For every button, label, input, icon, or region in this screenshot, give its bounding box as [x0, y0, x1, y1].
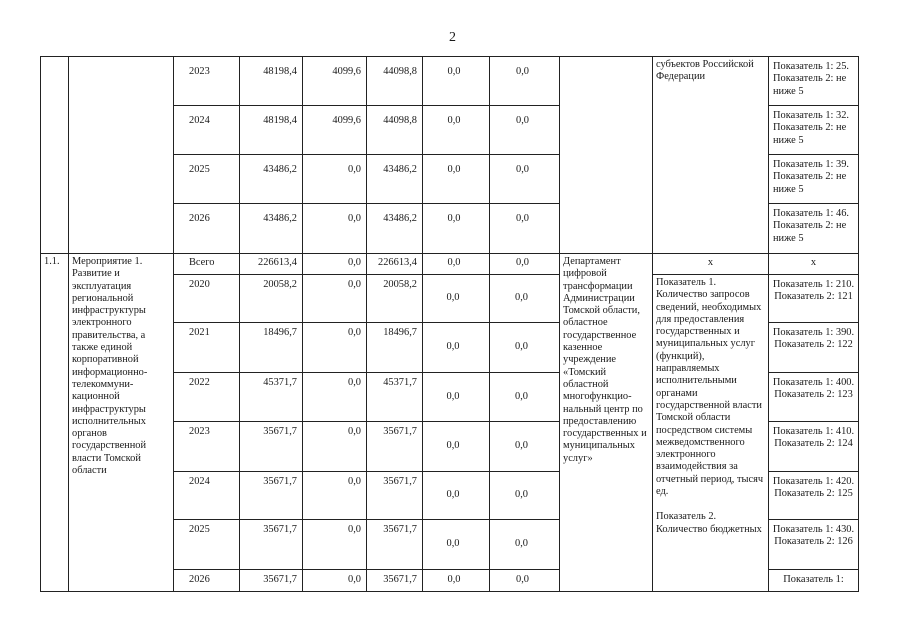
year-cell: 2024	[174, 472, 240, 520]
year-cell: Всего	[174, 254, 240, 275]
amount-cell: 0,0	[423, 472, 490, 520]
indicator-value-cell	[769, 520, 859, 570]
indicator-value-cell: Показатель 1: 25. Показатель 2: не ниже 5	[769, 57, 859, 106]
amount-cell: 18496,7	[367, 323, 423, 373]
amount-cell: 43486,2	[367, 204, 423, 254]
amount-cell: 35671,7	[367, 472, 423, 520]
amount-cell: 45371,7	[367, 373, 423, 422]
table-row	[41, 254, 859, 275]
indicator-1-value: Показатель 1:	[783, 574, 844, 585]
amount-cell: 0,0	[490, 204, 560, 254]
amount-cell: 0,0	[490, 254, 560, 275]
year-cell: 2026	[174, 570, 240, 592]
amount-cell: 44098,8	[367, 57, 423, 106]
year-cell: 2023	[174, 57, 240, 106]
indicator-1-value: Показатель 1: 410.	[772, 426, 855, 437]
amount-cell: 0,0	[490, 373, 560, 422]
indicator-value-cell: х	[769, 254, 859, 275]
year-cell: 2020	[174, 275, 240, 323]
amount-cell: 35671,7	[367, 520, 423, 570]
amount-cell: 0,0	[490, 275, 560, 323]
amount-cell: 0,0	[490, 323, 560, 373]
indicator-2-value: Показатель 2: 122	[774, 339, 853, 351]
indicator-value-cell	[769, 373, 859, 422]
amount-cell: 0,0	[303, 155, 367, 204]
total-cell: 18496,7	[240, 323, 303, 373]
year-cell: 2024	[174, 106, 240, 155]
measure-name-cell	[69, 57, 174, 254]
amount-cell: 0,0	[303, 204, 367, 254]
total-cell: 35671,7	[240, 520, 303, 570]
amount-cell: 0,0	[303, 570, 367, 592]
indicator-value-cell	[769, 323, 859, 373]
amount-cell: 0,0	[303, 254, 367, 275]
amount-cell: 0,0	[423, 275, 490, 323]
amount-cell: 0,0	[490, 155, 560, 204]
indicator-1-value: Показатель 1: 210.	[772, 279, 855, 290]
amount-cell: 35671,7	[367, 422, 423, 472]
amount-cell: 0,0	[490, 57, 560, 106]
amount-cell: 0,0	[423, 520, 490, 570]
indicator-value-cell	[769, 422, 859, 472]
amount-cell: 0,0	[490, 106, 560, 155]
budget-table	[40, 56, 859, 592]
total-cell: 48198,4	[240, 57, 303, 106]
total-cell: 48198,4	[240, 106, 303, 155]
amount-cell: 0,0	[303, 422, 367, 472]
amount-cell: 0,0	[303, 275, 367, 323]
amount-cell: 0,0	[490, 570, 560, 592]
indicator-value-cell: Показатель 1: 46. Показатель 2: не ниже 5	[769, 204, 859, 254]
total-cell: 43486,2	[240, 155, 303, 204]
indicator-2-value: Показатель 2: 124	[774, 438, 853, 450]
amount-cell: 35671,7	[367, 570, 423, 592]
total-cell: 35671,7	[240, 422, 303, 472]
executor-cell: Департамент цифровой трансформации Администрации Томской области, областное государственное казенное учреждение «Томский областной многофункцио-нальный центр по предоставлению государственных и муниципальных услуг»	[560, 254, 653, 592]
indicator-2-value: Показатель 2: 121	[774, 291, 853, 303]
measure-number-cell: 1.1.	[41, 254, 69, 592]
indicator-value-cell	[769, 570, 859, 592]
total-cell: 35671,7	[240, 472, 303, 520]
table-row	[41, 57, 859, 106]
indicator-value-cell: Показатель 1: 32. Показатель 2: не ниже 5	[769, 106, 859, 155]
amount-cell: 0,0	[423, 254, 490, 275]
amount-cell: 0,0	[423, 373, 490, 422]
amount-cell: 0,0	[303, 373, 367, 422]
amount-cell: 0,0	[423, 57, 490, 106]
amount-cell: 4099,6	[303, 106, 367, 155]
total-cell: 45371,7	[240, 373, 303, 422]
indicator-value-cell	[769, 472, 859, 520]
indicator-2-value: Показатель 2: 126	[774, 536, 853, 548]
year-cell: 2021	[174, 323, 240, 373]
indicator-cell	[653, 275, 769, 592]
indicator-1-value: Показатель 1: 430.	[772, 524, 855, 535]
amount-cell: 0,0	[490, 422, 560, 472]
amount-cell: 4099,6	[303, 57, 367, 106]
year-cell: 2026	[174, 204, 240, 254]
amount-cell: 44098,8	[367, 106, 423, 155]
amount-cell: 20058,2	[367, 275, 423, 323]
measure-name-cell: Мероприятие 1. Развитие и эксплуатация региональной инфраструктуры электронного правительства, а также единой корпоративной информационно-телекоммуни-кационной инфраструктуры исполнительных органов государственной власти Томской области	[69, 254, 174, 592]
amount-cell: 0,0	[303, 323, 367, 373]
page-number: 2	[449, 30, 456, 45]
amount-cell: 0,0	[303, 472, 367, 520]
indicator-cell: х	[653, 254, 769, 275]
amount-cell: 226613,4	[367, 254, 423, 275]
indicator-value-cell: Показатель 1: 39. Показатель 2: не ниже 5	[769, 155, 859, 204]
indicator-1-value: Показатель 1: 420.	[772, 476, 855, 487]
year-cell: 2025	[174, 520, 240, 570]
amount-cell: 0,0	[423, 155, 490, 204]
amount-cell: 0,0	[423, 422, 490, 472]
total-cell: 20058,2	[240, 275, 303, 323]
indicator-2-value: Показатель 2: 123	[774, 389, 853, 401]
indicator-1-text: Показатель 1. Количество запросов сведений, необходимых для предоставления государственных и муниципальных услуг (функций), направляемых исполнительными органами государственной власти Томской области посредством системы межведомственного электронного взаимодействия за отчетный период, тысяч ед.	[656, 277, 764, 498]
indicator-2-text: Показатель 2. Количество бюджетных	[656, 511, 762, 535]
total-cell: 43486,2	[240, 204, 303, 254]
year-cell: 2023	[174, 422, 240, 472]
indicator-2-value: Показатель 2: 125	[774, 488, 853, 500]
year-cell: 2022	[174, 373, 240, 422]
amount-cell: 0,0	[423, 323, 490, 373]
indicator-1-value: Показатель 1: 390.	[772, 327, 855, 338]
indicator-1-value: Показатель 1: 400.	[772, 377, 855, 388]
number-cell	[41, 57, 69, 254]
year-cell: 2025	[174, 155, 240, 204]
executor-cell	[560, 57, 653, 254]
indicator-value-cell	[769, 275, 859, 323]
amount-cell: 0,0	[423, 204, 490, 254]
amount-cell: 43486,2	[367, 155, 423, 204]
amount-cell: 0,0	[490, 472, 560, 520]
indicator-cell: субъектов Российской Федерации	[653, 57, 769, 254]
amount-cell: 0,0	[303, 520, 367, 570]
amount-cell: 0,0	[423, 570, 490, 592]
amount-cell: 0,0	[423, 106, 490, 155]
amount-cell: 0,0	[490, 520, 560, 570]
total-cell: 35671,7	[240, 570, 303, 592]
total-cell: 226613,4	[240, 254, 303, 275]
